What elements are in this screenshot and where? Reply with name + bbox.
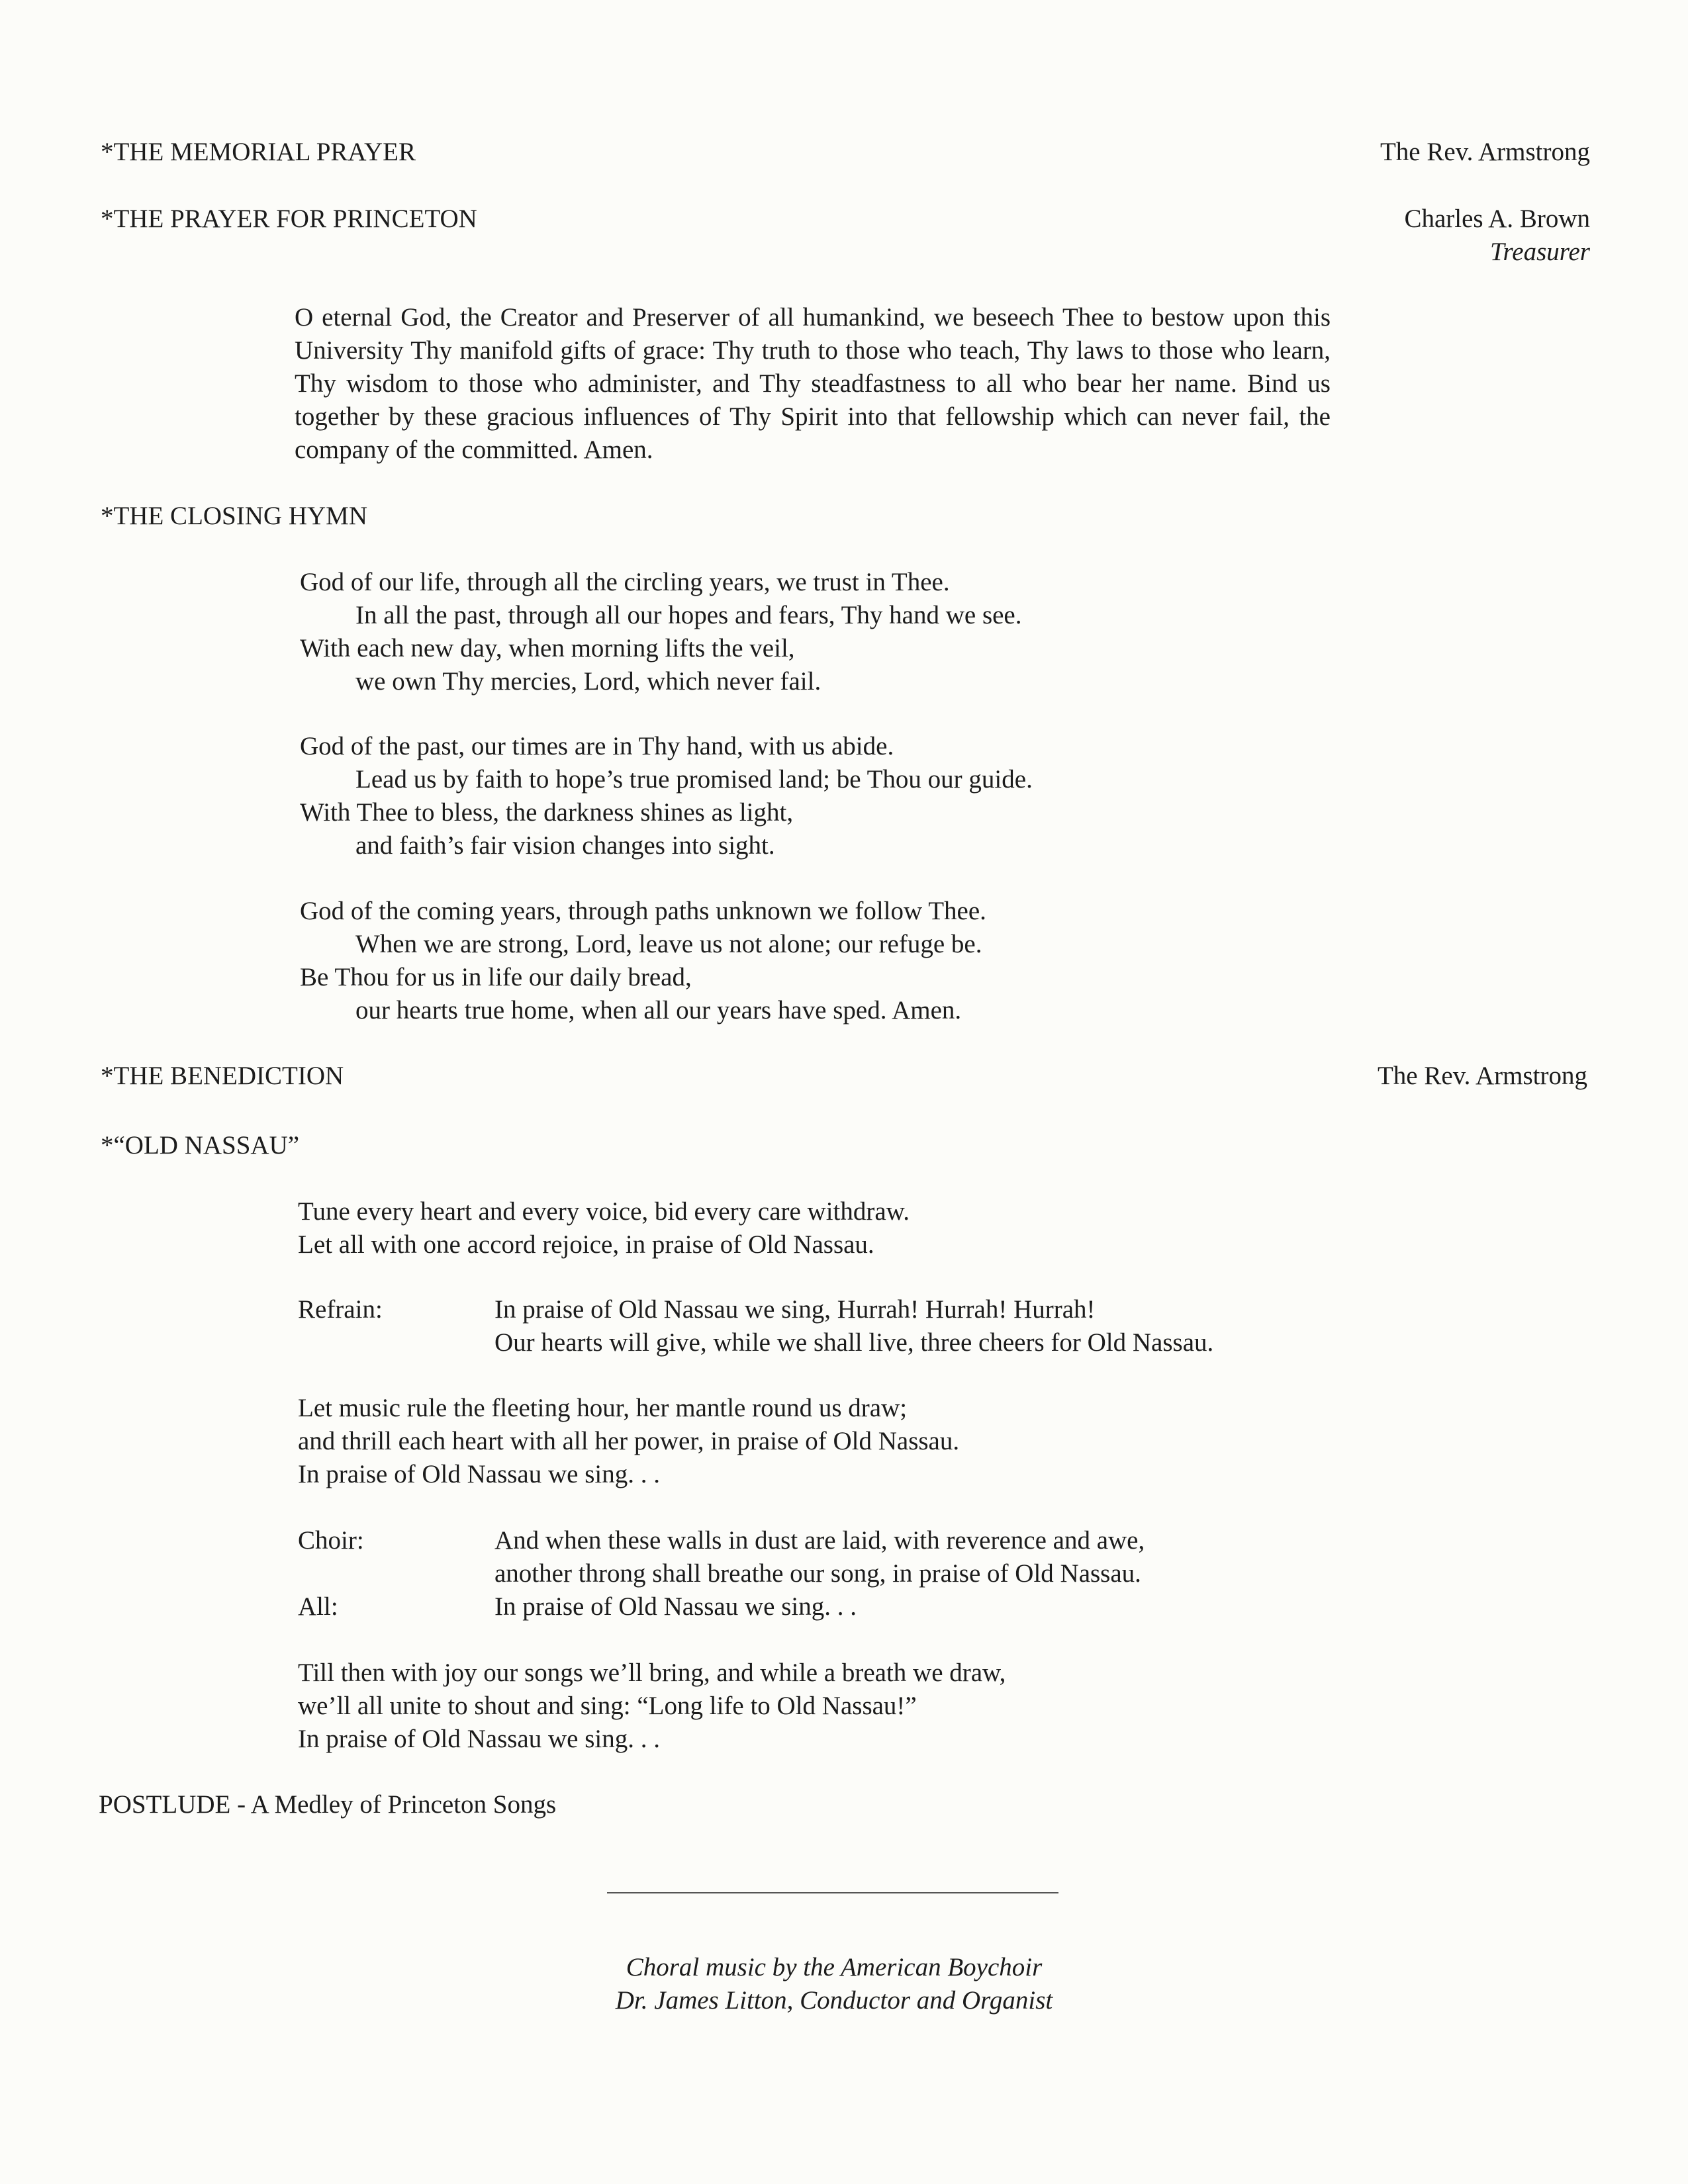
- hymn-stanza-1: [300, 566, 1022, 698]
- closing-hymn-heading: *THE CLOSING HYMN: [101, 502, 367, 530]
- nassau-verse-1: [298, 1195, 910, 1261]
- leader-role: Treasurer: [1490, 238, 1590, 266]
- all-line: In praise of Old Nassau we sing. . .: [494, 1592, 857, 1621]
- verse-line: In praise of Old Nassau we sing. . .: [298, 1460, 660, 1488]
- hymn-line: Be Thou for us in life our daily bread,: [300, 963, 692, 991]
- postlude-heading: POSTLUDE - A Medley of Princeton Songs: [99, 1790, 557, 1819]
- credits-line-1: Choral music by the American Boychoir: [626, 1953, 1043, 1981]
- choir-label: Choir:: [298, 1526, 364, 1555]
- credits: [503, 1951, 1165, 2017]
- prayer-for-princeton-heading: *THE PRAYER FOR PRINCETON: [101, 205, 477, 233]
- nassau-verse-2: [298, 1392, 959, 1491]
- benediction-leader: The Rev. Armstrong: [1377, 1062, 1587, 1090]
- hymn-line: Lead us by faith to hope’s true promised land; be Thou our guide.: [355, 765, 1033, 794]
- refrain-line: Our hearts will give, while we shall live, three cheers for Old Nassau.: [494, 1328, 1214, 1357]
- verse-line: In praise of Old Nassau we sing. . .: [298, 1725, 660, 1753]
- divider-rule: [607, 1892, 1058, 1893]
- verse-line: we’ll all unite to shout and sing: “Long life to Old Nassau!”: [298, 1692, 917, 1720]
- benediction-heading: *THE BENEDICTION: [101, 1062, 344, 1090]
- hymn-line: and faith’s fair vision changes into sight.: [355, 831, 775, 860]
- hymn-line: God of our life, through all the circling years, we trust in Thee.: [300, 568, 950, 596]
- hymn-line: our hearts true home, when all our years have sped. Amen.: [355, 996, 962, 1024]
- hymn-stanza-2: [300, 730, 1033, 862]
- hymn-line: God of the past, our times are in Thy hand, with us abide.: [300, 732, 894, 760]
- hymn-line: When we are strong, Lord, leave us not alone; our refuge be.: [355, 930, 982, 958]
- hymn-line: With Thee to bless, the darkness shines as light,: [300, 798, 794, 827]
- refrain-line: In praise of Old Nassau we sing, Hurrah! Hurrah! Hurrah!: [494, 1295, 1096, 1324]
- credits-line-2: Dr. James Litton, Conductor and Organist: [615, 1986, 1053, 2015]
- memorial-prayer-leader: The Rev. Armstrong: [1380, 138, 1590, 166]
- hymn-line: With each new day, when morning lifts the veil,: [300, 634, 795, 662]
- nassau-verse-4: [298, 1657, 1006, 1756]
- leader-name: Charles A. Brown: [1404, 205, 1590, 233]
- hymn-stanza-3: [300, 895, 986, 1027]
- hymn-line: In all the past, through all our hopes and fears, Thy hand we see.: [355, 601, 1022, 629]
- verse-line: Let all with one accord rejoice, in praise of Old Nassau.: [298, 1230, 874, 1259]
- verse-line: Let music rule the fleeting hour, her mantle round us draw;: [298, 1394, 908, 1422]
- prayer-for-princeton-leader: [1404, 203, 1590, 269]
- old-nassau-heading: *“OLD NASSAU”: [101, 1131, 300, 1160]
- choir-line: And when these walls in dust are laid, with reverence and awe,: [494, 1526, 1145, 1555]
- verse-line: Till then with joy our songs we’ll bring, and while a breath we draw,: [298, 1659, 1006, 1687]
- all-label: All:: [298, 1592, 338, 1621]
- memorial-prayer-heading: *THE MEMORIAL PRAYER: [101, 138, 416, 166]
- prayer-text: O eternal God, the Creator and Preserver of all humankind, we beseech Thee to bestow upon this University Thy manifold gifts of grace: Thy truth to those who teach, Thy laws to those who learn, Thy wisdom to those who administer, and Thy steadfastness to all who bear her name. Bind us together by these gracious influences of Thy Spirit into that fellowship which can never fail, the company of the committed. Amen.: [295, 303, 1331, 464]
- hymn-line: we own Thy mercies, Lord, which never fail.: [355, 667, 821, 696]
- hymn-line: God of the coming years, through paths unknown we follow Thee.: [300, 897, 986, 925]
- verse-line: Tune every heart and every voice, bid every care withdraw.: [298, 1197, 910, 1226]
- choir-line: another throng shall breathe our song, in praise of Old Nassau.: [494, 1559, 1141, 1588]
- refrain-label: Refrain:: [298, 1295, 383, 1324]
- verse-line: and thrill each heart with all her power, in praise of Old Nassau.: [298, 1427, 960, 1455]
